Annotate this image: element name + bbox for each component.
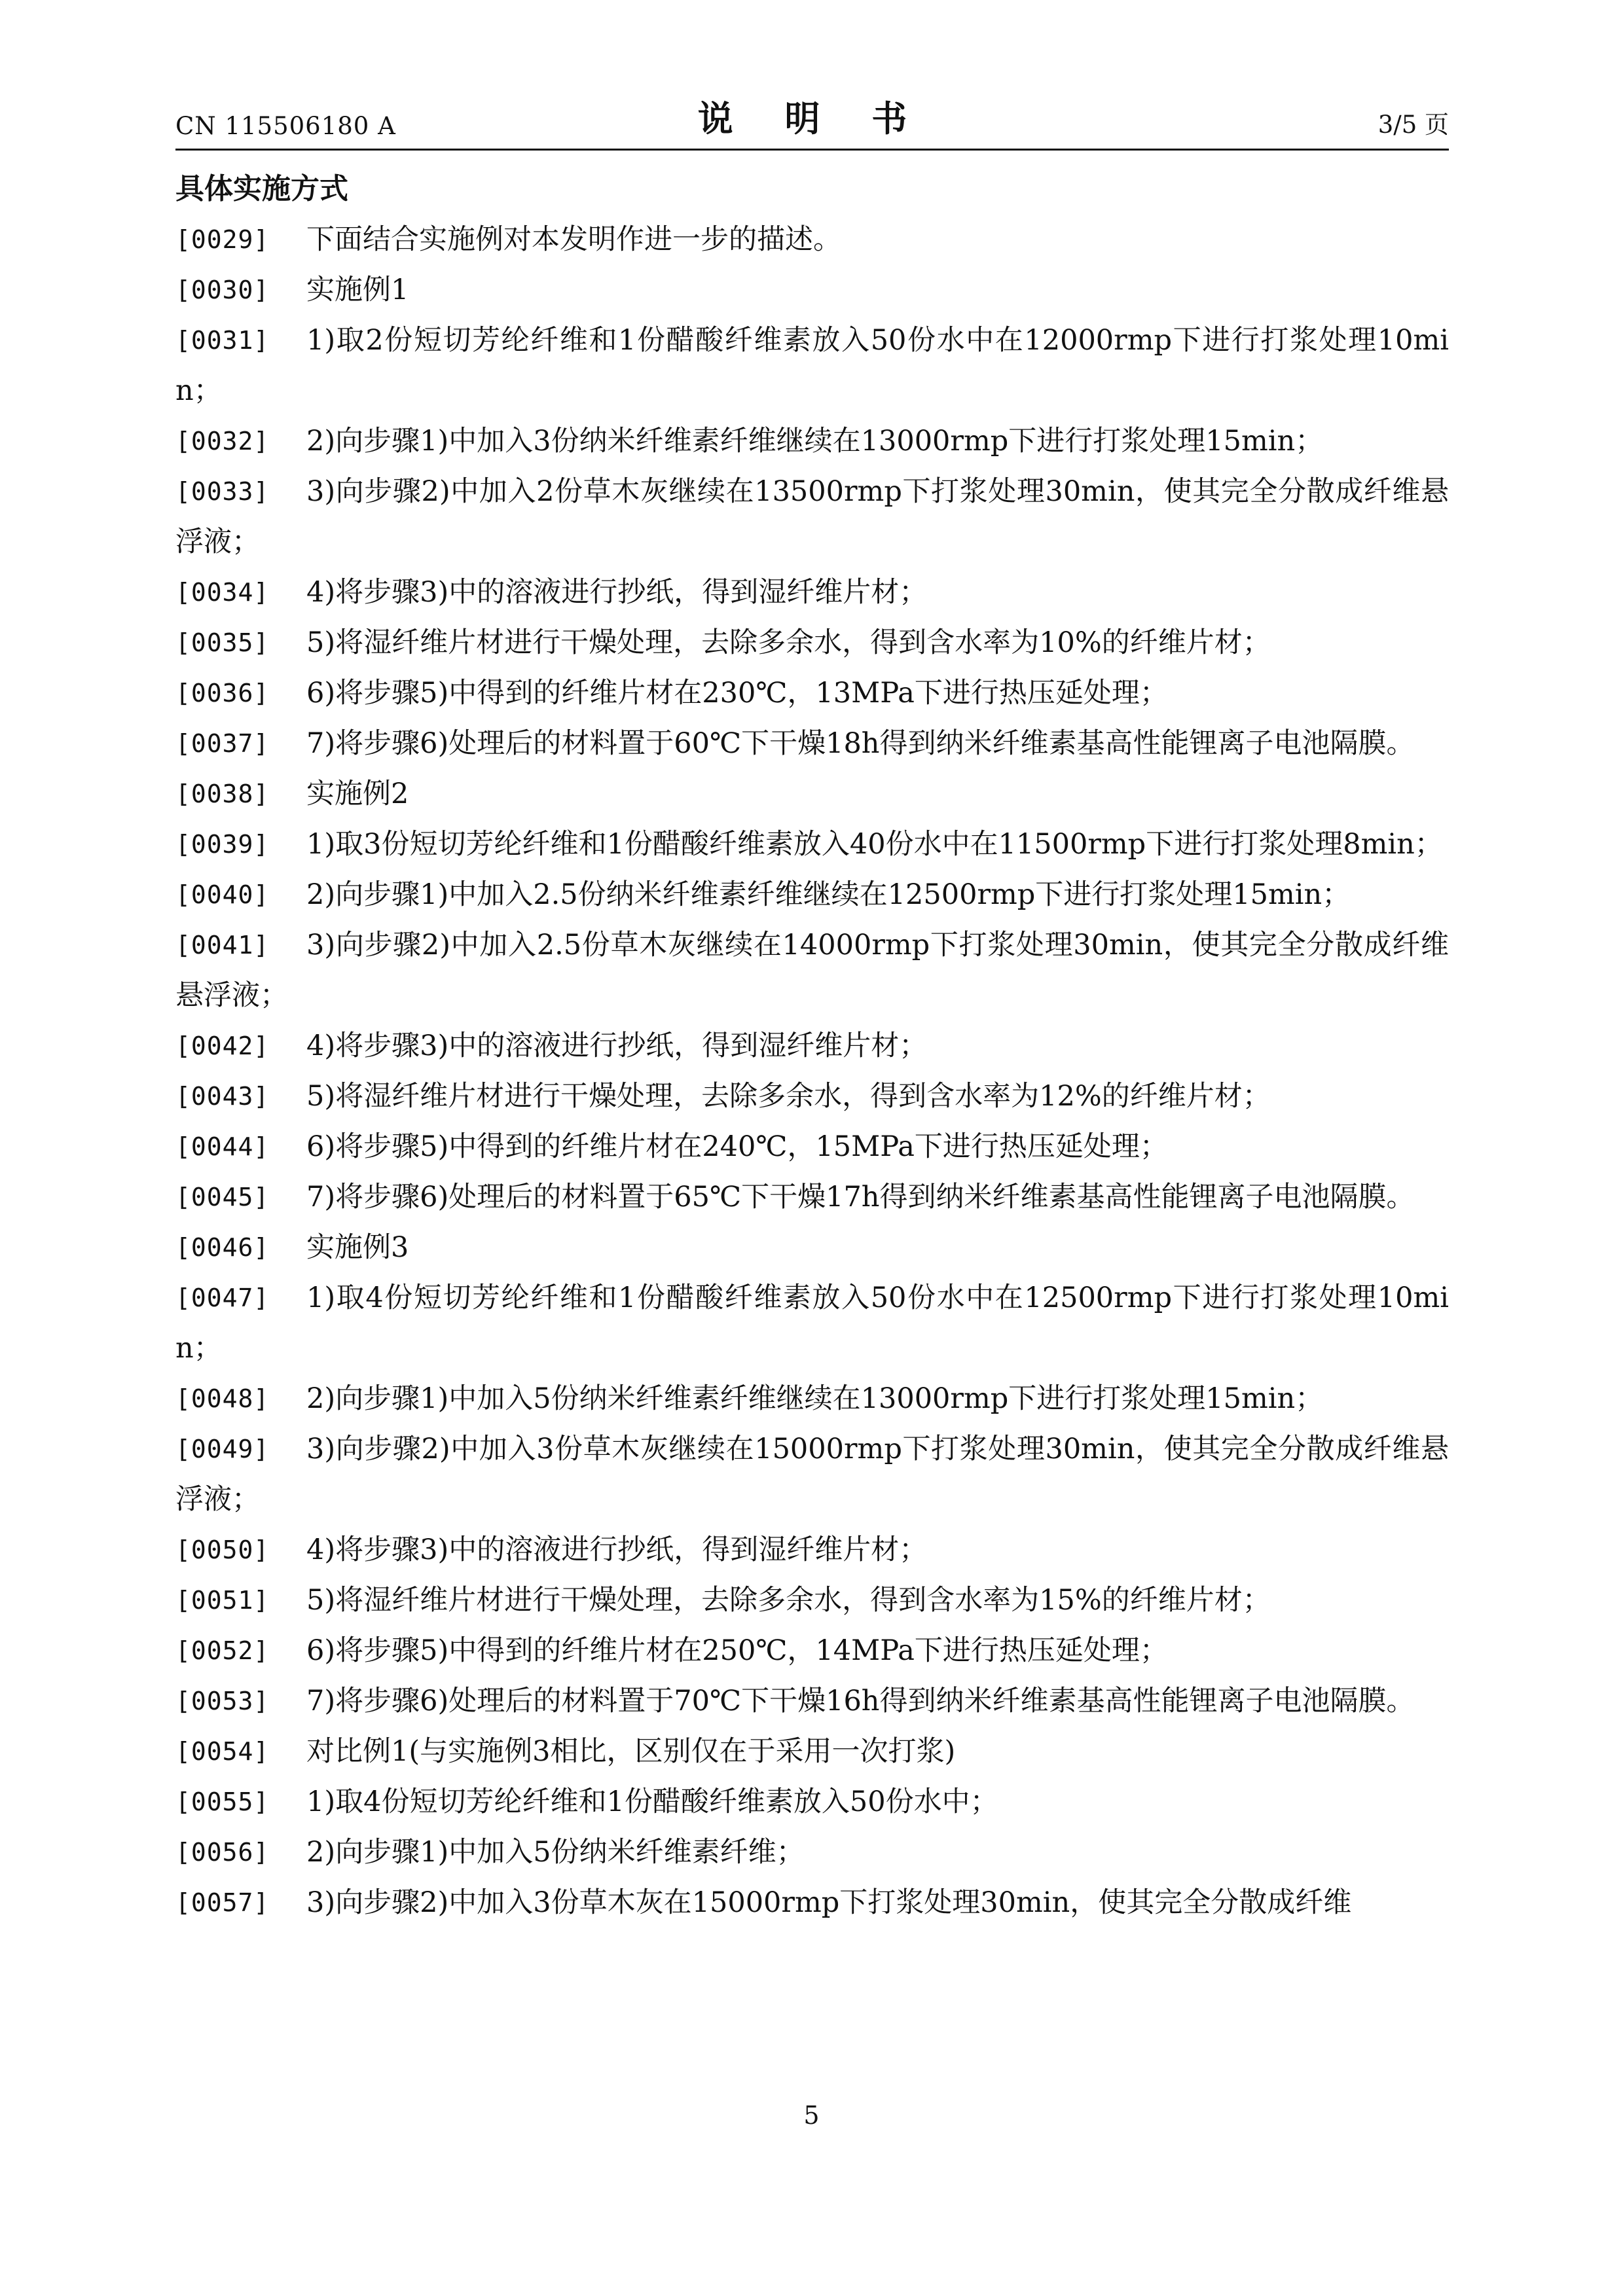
- paragraph: [175, 467, 1449, 567]
- paragraph-number: [0038]: [175, 780, 270, 808]
- paragraph: [175, 1021, 1449, 1071]
- paragraph: [175, 567, 1449, 618]
- paragraph-text: 4)将步骤3)中的溶液进行抄纸，得到湿纤维片材；: [306, 1030, 928, 1062]
- paragraph-number: [0045]: [175, 1183, 270, 1211]
- paragraph: [175, 819, 1449, 870]
- paragraph-text: 7)将步骤6)处理后的材料置于70℃下干燥16h得到纳米纤维素基高性能锂离子电池隔膜。: [306, 1685, 1415, 1717]
- paragraph-text: 1)取3份短切芳纶纤维和1份醋酸纤维素放入40份水中在11500rmp下进行打浆处理8min；: [306, 828, 1443, 861]
- paragraph-text: 6)将步骤5)中得到的纤维片材在250℃，14MPa下进行热压延处理；: [306, 1634, 1168, 1667]
- paragraph-number: [0033]: [175, 477, 270, 506]
- paragraph-text: 2)向步骤1)中加入2.5份纳米纤维素纤维继续在12500rmp下进行打浆处理15min；: [306, 878, 1351, 911]
- paragraph-number: [0041]: [175, 931, 270, 960]
- paragraph: [175, 1827, 1449, 1878]
- paragraph-number: [0043]: [175, 1082, 270, 1111]
- paragraph-number: [0055]: [175, 1787, 270, 1816]
- paragraph-number: [0035]: [175, 628, 270, 657]
- paragraph-text: 1)取2份短切芳纶纤维和1份醋酸纤维素放入50份水中在12000rmp下进行打浆处理10min；: [175, 324, 1449, 407]
- paragraph: [175, 618, 1449, 668]
- paragraph: [175, 416, 1449, 467]
- paragraph-number: [0040]: [175, 880, 270, 909]
- paragraph-text: 2)向步骤1)中加入5份纳米纤维素纤维；: [306, 1836, 805, 1869]
- paragraph-number: [0050]: [175, 1535, 270, 1564]
- page-header: [175, 98, 1449, 151]
- paragraph-number: [0039]: [175, 830, 270, 859]
- paragraph-text: 下面结合实施例对本发明作进一步的描述。: [306, 223, 841, 256]
- paragraph: [175, 215, 1449, 265]
- paragraph-text: 6)将步骤5)中得到的纤维片材在230℃，13MPa下进行热压延处理；: [306, 677, 1168, 709]
- paragraph-text: 对比例1(与实施例3相比，区别仅在于采用一次打浆): [306, 1735, 956, 1768]
- paragraph: [175, 1575, 1449, 1626]
- paragraph: [175, 1525, 1449, 1575]
- paragraph: [175, 265, 1449, 315]
- paragraph-number: [0054]: [175, 1737, 270, 1766]
- paragraph-number: [0053]: [175, 1687, 270, 1715]
- header-rule: [175, 149, 1449, 151]
- paragraph-number: [0036]: [175, 679, 270, 708]
- paragraph-text: 3)向步骤2)中加入2.5份草木灰继续在14000rmp下打浆处理30min，使其完全分散成纤维悬浮液；: [175, 929, 1449, 1012]
- section-title: 具体实施方式: [175, 172, 348, 206]
- paragraph-text: 3)向步骤2)中加入3份草木灰继续在15000rmp下打浆处理30min，使其完全分散成纤维悬浮液；: [175, 1433, 1449, 1516]
- paragraph-text: 1)取4份短切芳纶纤维和1份醋酸纤维素放入50份水中在12500rmp下进行打浆处理10min；: [175, 1282, 1449, 1365]
- paragraph-text: 实施例2: [306, 778, 409, 810]
- paragraph-number: [0052]: [175, 1636, 270, 1665]
- paragraph: [175, 870, 1449, 920]
- paragraph-text: 3)向步骤2)中加入3份草木灰在15000rmp下打浆处理30min，使其完全分散成纤维: [306, 1886, 1352, 1919]
- document-title: 说 明 书: [697, 98, 927, 139]
- paragraph-number: [0048]: [175, 1384, 270, 1413]
- paragraph: [175, 1424, 1449, 1525]
- paragraph-number: [0057]: [175, 1888, 270, 1917]
- paragraph-number: [0032]: [175, 427, 270, 456]
- paragraph-text: 3)向步骤2)中加入2份草木灰继续在13500rmp下打浆处理30min，使其完全分散成纤维悬浮液；: [175, 475, 1449, 558]
- paragraph-number: [0030]: [175, 276, 270, 304]
- paragraph-number: [0046]: [175, 1233, 270, 1262]
- paragraph: [175, 315, 1449, 416]
- paragraph: [175, 769, 1449, 819]
- paragraph-text: 2)向步骤1)中加入3份纳米纤维素纤维继续在13000rmp下进行打浆处理15min；: [306, 425, 1324, 457]
- paragraph-text: 4)将步骤3)中的溶液进行抄纸，得到湿纤维片材；: [306, 576, 928, 609]
- page-number: 5: [803, 2101, 820, 2130]
- paragraph: [175, 1727, 1449, 1777]
- paragraph: [175, 719, 1449, 769]
- paragraph: [175, 1777, 1449, 1827]
- paragraph: [175, 1273, 1449, 1374]
- document-number: CN 115506180 A: [175, 112, 396, 140]
- paragraph: [175, 668, 1449, 719]
- paragraph-text: 4)将步骤3)中的溶液进行抄纸，得到湿纤维片材；: [306, 1534, 928, 1566]
- paragraph: [175, 1223, 1449, 1273]
- paragraph-text: 7)将步骤6)处理后的材料置于60℃下干燥18h得到纳米纤维素基高性能锂离子电池隔膜。: [306, 727, 1415, 760]
- paragraph: [175, 1676, 1449, 1727]
- paragraph-number: [0029]: [175, 225, 270, 254]
- paragraph-text: 5)将湿纤维片材进行干燥处理，去除多余水，得到含水率为12%的纤维片材；: [306, 1080, 1271, 1113]
- paragraph-text: 1)取4份短切芳纶纤维和1份醋酸纤维素放入50份水中；: [306, 1785, 998, 1818]
- paragraph-text: 5)将湿纤维片材进行干燥处理，去除多余水，得到含水率为10%的纤维片材；: [306, 626, 1271, 659]
- paragraph-text: 2)向步骤1)中加入5份纳米纤维素纤维继续在13000rmp下进行打浆处理15min；: [306, 1382, 1324, 1415]
- paragraph: [175, 1172, 1449, 1223]
- paragraph-text: 7)将步骤6)处理后的材料置于65℃下干燥17h得到纳米纤维素基高性能锂离子电池隔膜。: [306, 1181, 1415, 1213]
- paragraph-number: [0049]: [175, 1435, 270, 1463]
- page-indicator: 3/5 页: [1377, 111, 1449, 139]
- paragraph: [175, 920, 1449, 1021]
- paragraph-number: [0056]: [175, 1838, 270, 1867]
- document-body: [175, 166, 1449, 1928]
- paragraph-list: [175, 215, 1449, 1928]
- paragraph-text: 实施例1: [306, 274, 409, 306]
- paragraph: [175, 1122, 1449, 1172]
- paragraph: [175, 1374, 1449, 1424]
- paragraph-text: 6)将步骤5)中得到的纤维片材在240℃，15MPa下进行热压延处理；: [306, 1130, 1168, 1163]
- paragraph-number: [0037]: [175, 729, 270, 758]
- paragraph-number: [0034]: [175, 578, 270, 607]
- paragraph-number: [0044]: [175, 1132, 270, 1161]
- paragraph: [175, 1071, 1449, 1122]
- paragraph-number: [0051]: [175, 1586, 270, 1615]
- paragraph-text: 实施例3: [306, 1231, 409, 1264]
- paragraph-number: [0031]: [175, 326, 270, 355]
- paragraph-text: 5)将湿纤维片材进行干燥处理，去除多余水，得到含水率为15%的纤维片材；: [306, 1584, 1271, 1617]
- paragraph-number: [0047]: [175, 1283, 270, 1312]
- paragraph: [175, 1626, 1449, 1676]
- paragraph: [175, 1878, 1449, 1928]
- paragraph-number: [0042]: [175, 1031, 270, 1060]
